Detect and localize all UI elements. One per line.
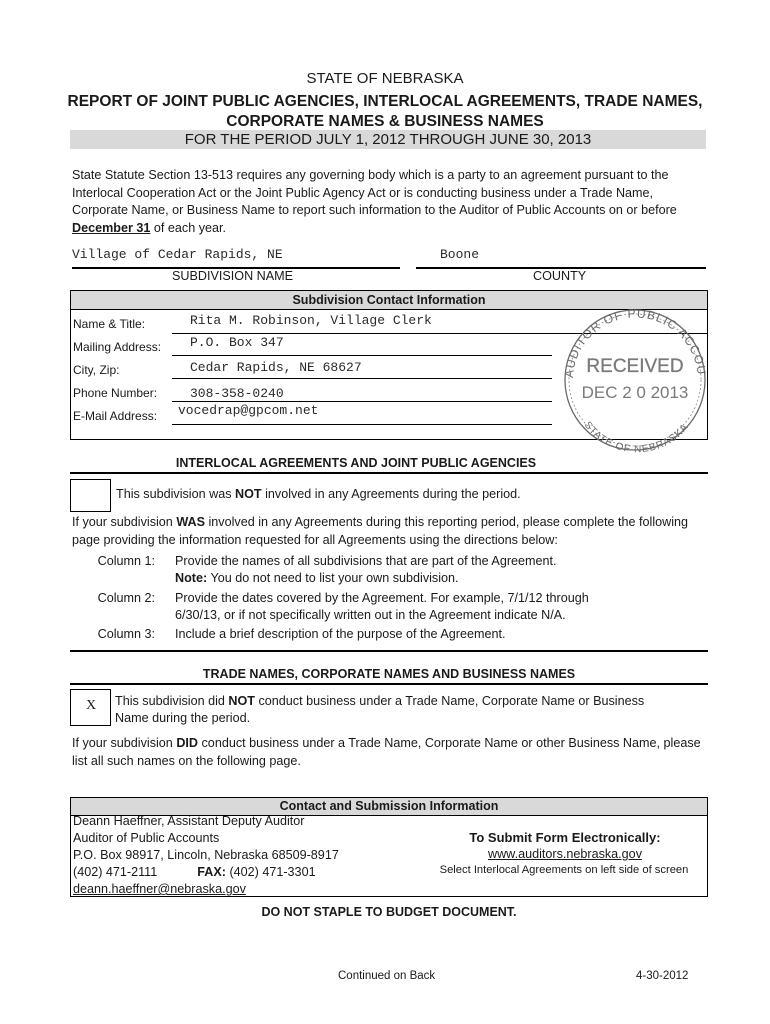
reporting-period: FOR THE PERIOD JULY 1, 2012 THROUGH JUNE 30, 2013 [70, 130, 706, 149]
svg-text:AUDITOR OF PUBLIC ACCOUNTS: AUDITOR OF PUBLIC ACCOU [561, 306, 709, 379]
email-label: E-Mail Address: [73, 409, 158, 423]
phone-value[interactable]: 308-358-0240 [190, 386, 284, 401]
electronic-submission-instructions: Select Interlocal Agreements on left side of screen [439, 864, 689, 876]
report-title: REPORT OF JOINT PUBLIC AGENCIES, INTERLOCAL AGREEMENTS, TRADE NAMES, CORPORATE NAMES & BUSINESS NAMES [67, 93, 703, 130]
subdivision-name-label: SUBDIVISION NAME [172, 269, 294, 283]
auditor-phone-fax: (402) 471-2111 FAX: (402) 471-3301 [73, 865, 316, 879]
interlocal-instructions: If your subdivision WAS involved in any Agreements during this reporting period, please complete the following page providing the information requested for all Agreements using the directions below: [72, 515, 689, 547]
continued-on-back: Continued on Back [338, 970, 436, 982]
subdivision-name-value[interactable]: Village of Cedar Rapids, NE [72, 247, 283, 262]
not-involved-checkbox[interactable] [70, 479, 111, 512]
name-title-value[interactable]: Rita M. Robinson, Village Clerk [190, 313, 432, 328]
mailing-address-label: Mailing Address: [73, 340, 162, 354]
column-3-direction: Column 3: Include a brief description of the purpose of the Agreement. [97, 627, 506, 641]
mailing-address-line [172, 355, 552, 356]
trade-name-checkbox[interactable] [70, 689, 111, 726]
trade-names-divider [70, 683, 708, 685]
auditor-name: Deann Haeffner, Assistant Deputy Auditor [73, 814, 305, 828]
phone-label: Phone Number: [73, 386, 158, 400]
column-2-direction: Column 2: Provide the dates covered by the Agreement. For example, 7/1/12 through 6/30/13, or if not specifically written out in the Agreement indicate N/A. [97, 591, 589, 622]
mailing-address-value[interactable]: P.O. Box 347 [190, 335, 284, 350]
phone-line [172, 401, 552, 402]
city-zip-line [172, 378, 552, 379]
county-value[interactable]: Boone [440, 247, 480, 262]
interlocal-section-title: INTERLOCAL AGREEMENTS AND JOINT PUBLIC AGENCIES [175, 456, 537, 470]
trade-name-statement: This subdivision did NOT conduct business under a Trade Name, Corporate Name or Business Name during the period. [115, 694, 645, 725]
intro-paragraph: State Statute Section 13-513 requires any governing body which is a party to an agreement pursuant to the Interlocal Cooperation Act or the Joint Public Agency Act or is conducting business under a Trade Name, Corporate Name, or Business Name to report such information to the Auditor of Public Accounts on or before December 31 of each year. [72, 168, 677, 235]
form-revision-date: 4-30-2012 [636, 970, 689, 982]
electronic-submission-title: To Submit Form Electronically: [469, 830, 661, 845]
county-label: COUNTY [533, 269, 587, 283]
trade-names-instructions: If your subdivision DID conduct business under a Trade Name, Corporate Name or other Business Name, please list all such names on the following page. [72, 736, 701, 768]
deadline-date: December 31 [72, 220, 151, 235]
auditor-contact [73, 813, 339, 898]
city-zip-value[interactable]: Cedar Rapids, NE 68627 [190, 360, 362, 375]
svg-text:RECEIVED: RECEIVED [586, 356, 684, 377]
trade-name-check-mark: X [86, 698, 97, 713]
received-stamp [548, 300, 718, 460]
interlocal-divider [70, 472, 708, 474]
contact-info-header: Subdivision Contact Information [71, 291, 707, 310]
svg-text:DEC 2 0 2013: DEC 2 0 2013 [581, 383, 689, 402]
column-1-direction: Column 1: Provide the names of all subdivisions that are part of the Agreement. Note: You do not need to list your own subdivision. [97, 554, 557, 585]
trade-names-section-title: TRADE NAMES, CORPORATE NAMES AND BUSINESS NAMES [202, 667, 576, 681]
auditor-address: P.O. Box 98917, Lincoln, Nebraska 68509-8917 [73, 848, 339, 862]
state-heading: STATE OF NEBRASKA [306, 70, 464, 87]
city-zip-label: City, Zip: [73, 363, 120, 377]
auditor-website-link[interactable]: www.auditors.nebraska.gov [487, 847, 642, 861]
email-line [172, 424, 552, 425]
svg-text:STATE OF NEBRASKA: STATE OF NEBRASKA [581, 419, 691, 456]
auditor-office: Auditor of Public Accounts [73, 831, 220, 845]
email-value[interactable]: vocedrap@gpcom.net [178, 403, 319, 418]
submission-header: Contact and Submission Information [71, 798, 707, 816]
no-staple-notice: DO NOT STAPLE TO BUDGET DOCUMENT. [261, 905, 517, 919]
interlocal-bottom-divider [70, 650, 708, 652]
not-involved-statement: This subdivision was NOT involved in any Agreements during the period. [116, 487, 521, 501]
name-title-label: Name & Title: [73, 317, 146, 331]
auditor-email-link[interactable]: deann.haeffner@nebraska.gov [73, 882, 246, 896]
stamp-seal-icon [548, 300, 718, 460]
